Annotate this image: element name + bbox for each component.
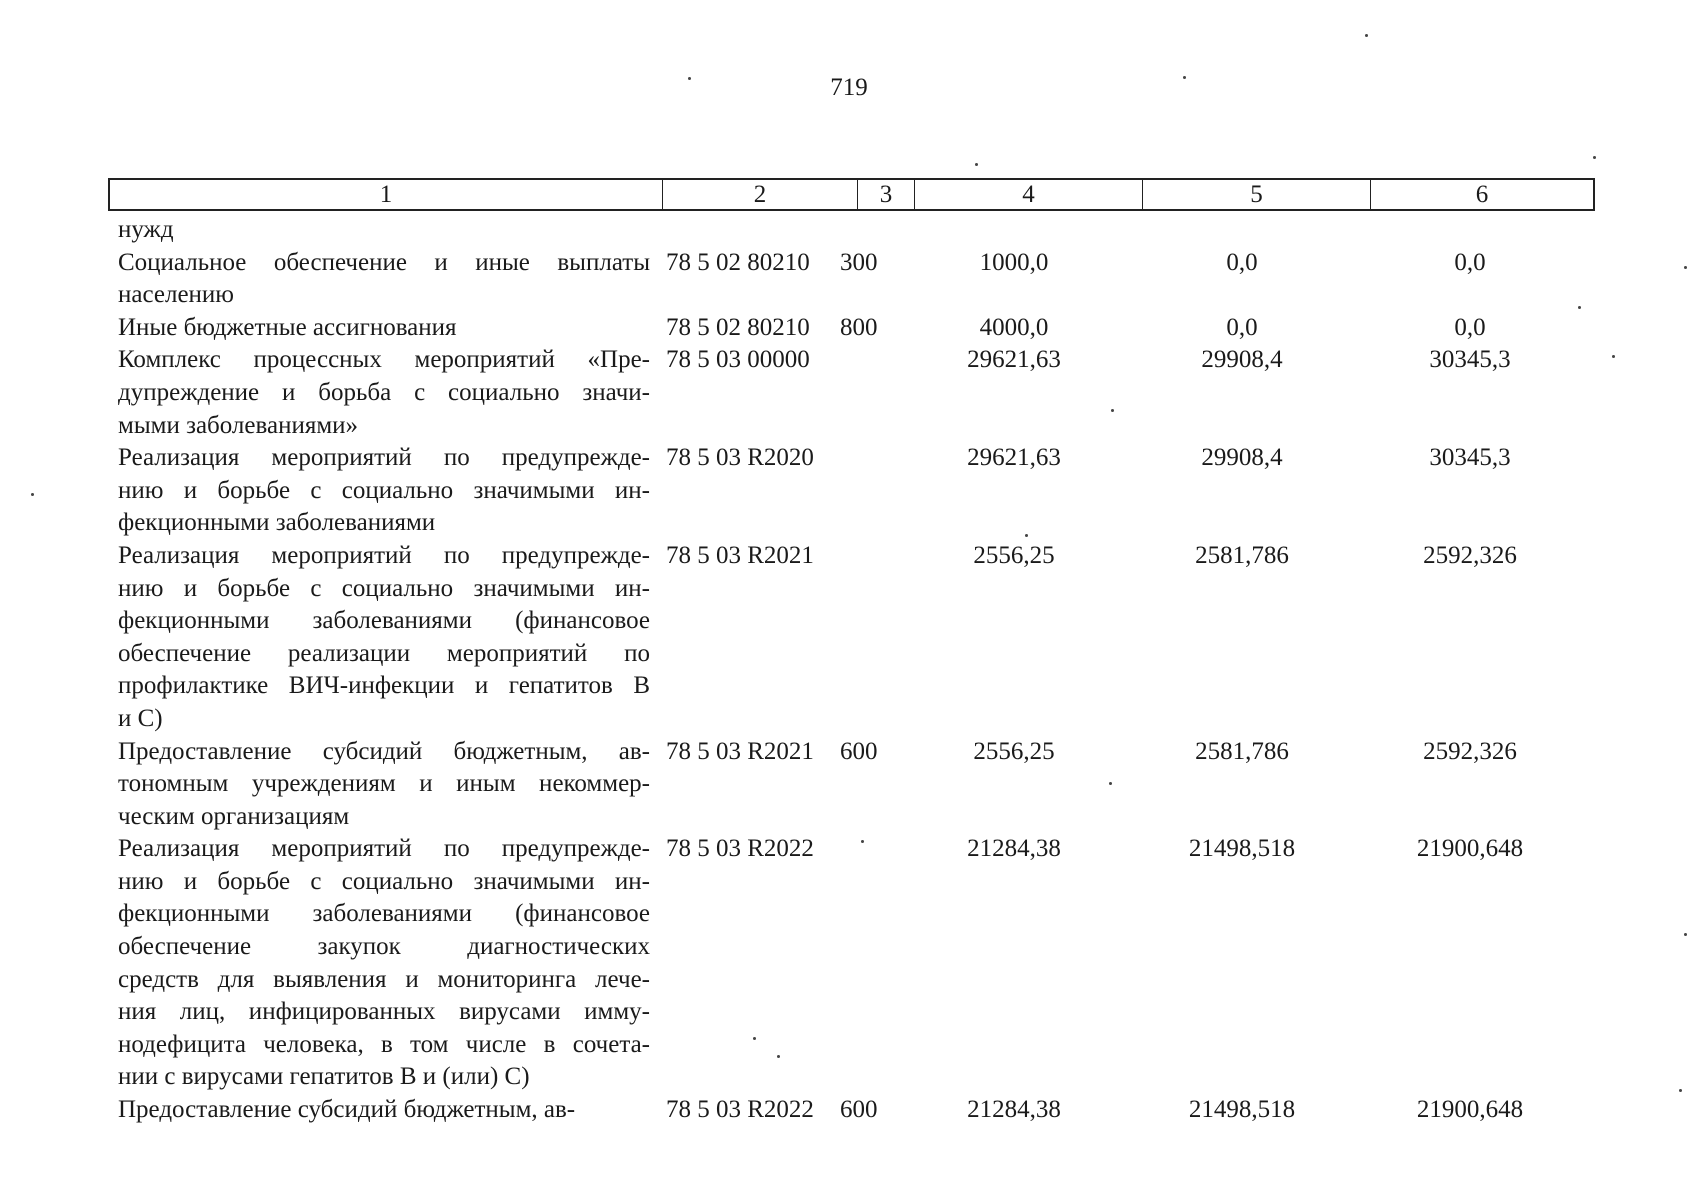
row-type-cell: 300 bbox=[840, 248, 878, 276]
row-code-cell: 78 5 03 00000 bbox=[666, 346, 810, 374]
scan-speck bbox=[1183, 76, 1186, 79]
row-name-line: фекционными заболеваниями bbox=[118, 509, 436, 537]
column-header-5: 5 bbox=[1143, 180, 1371, 209]
table-row bbox=[118, 540, 1595, 736]
column-header-2: 2 bbox=[663, 180, 858, 209]
row-name-line: Комплекс процессных мероприятий «Пре- bbox=[118, 346, 650, 374]
row-value-6-cell: 2592,326 bbox=[1423, 737, 1517, 765]
row-name-line: Иные бюджетные ассигнования bbox=[118, 313, 457, 341]
row-name-cell bbox=[118, 312, 650, 345]
row-type-cell: 800 bbox=[840, 313, 878, 341]
row-code-cell: 78 5 02 80210 bbox=[666, 313, 810, 341]
row-value-6-cell: 30345,3 bbox=[1429, 444, 1511, 472]
table-row bbox=[118, 312, 1595, 345]
row-name-cell bbox=[118, 1094, 650, 1127]
row-value-4-cell: 21284,38 bbox=[967, 1096, 1061, 1124]
row-name-line: фекционными заболеваниями (финансовое bbox=[118, 900, 650, 928]
row-name-cell bbox=[118, 833, 650, 1094]
row-value-6-cell: 2592,326 bbox=[1423, 541, 1517, 569]
row-value-4-cell: 29621,63 bbox=[967, 444, 1061, 472]
row-name-cell bbox=[118, 442, 650, 540]
scan-speck bbox=[1679, 1089, 1682, 1092]
table-row bbox=[118, 442, 1595, 540]
row-value-4-cell: 1000,0 bbox=[979, 248, 1049, 276]
row-value-5-cell: 2581,786 bbox=[1195, 541, 1289, 569]
scan-speck bbox=[861, 840, 864, 843]
table-row bbox=[118, 1094, 1595, 1127]
row-value-6-cell: 21900,648 bbox=[1416, 1096, 1524, 1124]
column-header-1: 1 bbox=[110, 180, 663, 209]
row-type-cell: 600 bbox=[840, 737, 878, 765]
row-code-cell: 78 5 03 R2020 bbox=[666, 444, 814, 472]
row-code-cell: 78 5 03 R2022 bbox=[666, 835, 814, 863]
table-row bbox=[118, 344, 1595, 442]
column-header-4: 4 bbox=[915, 180, 1143, 209]
row-value-5-cell: 29908,4 bbox=[1201, 444, 1283, 472]
row-value-4-cell: 29621,63 bbox=[967, 346, 1061, 374]
row-code-cell: 78 5 03 R2022 bbox=[666, 1096, 814, 1124]
row-code-cell: 78 5 03 R2021 bbox=[666, 541, 814, 569]
row-value-4-cell: 2556,25 bbox=[973, 541, 1055, 569]
row-value-6-cell: 0,0 bbox=[1454, 313, 1486, 341]
row-name-line: Социальное обеспечение и иные выплаты bbox=[118, 248, 650, 276]
column-header-6: 6 bbox=[1475, 181, 1489, 208]
row-value-5-cell: 2581,786 bbox=[1195, 737, 1289, 765]
row-name-line: нодефицита человека, в том числе в сочета- bbox=[118, 1030, 650, 1058]
row-name-line: мыми заболеваниями» bbox=[118, 411, 359, 439]
row-value-6-cell: 30345,3 bbox=[1429, 346, 1511, 374]
row-name-line: профилактике ВИЧ-инфекции и гепатитов В bbox=[118, 672, 650, 700]
scan-speck bbox=[1025, 534, 1028, 537]
scan-speck bbox=[1593, 156, 1596, 159]
row-value-4-cell: 4000,0 bbox=[979, 313, 1049, 341]
row-name-line: обеспечение закупок диагностических bbox=[118, 933, 650, 961]
scan-speck bbox=[1612, 355, 1615, 358]
scan-speck bbox=[1365, 34, 1368, 37]
row-name-line: ческим организациям bbox=[118, 802, 350, 830]
table-row bbox=[118, 247, 1595, 312]
row-name-cell bbox=[118, 540, 650, 736]
budget-table-body bbox=[118, 214, 1595, 1127]
row-name-cell bbox=[118, 736, 650, 834]
column-header-row bbox=[108, 178, 1595, 211]
row-name-line: тономным учреждениям и иным некоммер- bbox=[118, 770, 650, 798]
table-row bbox=[118, 214, 1595, 247]
column-header-3: 3 bbox=[858, 180, 915, 209]
row-name-line: ния лиц, инфицированных вирусами имму- bbox=[118, 998, 650, 1026]
row-value-5-cell: 0,0 bbox=[1226, 313, 1258, 341]
row-value-4-cell: 2556,25 bbox=[973, 737, 1055, 765]
row-value-5-cell: 21498,518 bbox=[1188, 1096, 1296, 1124]
row-code-cell: 78 5 03 R2021 bbox=[666, 737, 814, 765]
row-name-line: средств для выявления и мониторинга лече- bbox=[118, 965, 650, 993]
row-name-line: Предоставление субсидий бюджетным, ав- bbox=[118, 1096, 576, 1124]
row-name-line: нию и борьбе с социально значимыми ин- bbox=[118, 574, 650, 602]
row-name-line: Предоставление субсидий бюджетным, ав- bbox=[118, 737, 650, 765]
page-number: 719 bbox=[830, 74, 868, 101]
row-type-cell: 600 bbox=[840, 1096, 878, 1124]
row-name-line: нию и борьбе с социально значимыми ин- bbox=[118, 476, 650, 504]
row-name-cell bbox=[118, 247, 650, 312]
row-value-5-cell: 0,0 bbox=[1226, 248, 1258, 276]
row-code-cell: 78 5 02 80210 bbox=[666, 248, 810, 276]
row-value-6-cell: 0,0 bbox=[1454, 248, 1486, 276]
table-row bbox=[118, 736, 1595, 834]
row-value-5-cell: 21498,518 bbox=[1188, 835, 1296, 863]
scan-speck bbox=[1684, 266, 1687, 269]
scan-speck bbox=[975, 163, 978, 166]
row-name-line: Реализация мероприятий по предупрежде- bbox=[118, 444, 650, 472]
row-name-line: обеспечение реализации мероприятий по bbox=[118, 639, 650, 667]
scan-speck bbox=[1684, 933, 1687, 936]
row-value-5-cell: 29908,4 bbox=[1201, 346, 1283, 374]
scan-speck bbox=[777, 1055, 780, 1058]
row-name-line: и С) bbox=[118, 704, 163, 732]
table-row bbox=[118, 833, 1595, 1094]
row-name-cell bbox=[118, 344, 650, 442]
row-name-line: нии с вирусами гепатитов В и (или) С) bbox=[118, 1063, 530, 1091]
scan-speck bbox=[1111, 409, 1114, 412]
row-name-line: населению bbox=[118, 281, 234, 309]
row-name-line: Реализация мероприятий по предупрежде- bbox=[118, 835, 650, 863]
scan-speck bbox=[1109, 782, 1112, 785]
scan-speck bbox=[1578, 306, 1581, 309]
row-name-line: нужд bbox=[118, 216, 174, 243]
row-value-6-cell: 21900,648 bbox=[1416, 835, 1524, 863]
scan-speck bbox=[688, 77, 691, 80]
row-value-4-cell: 21284,38 bbox=[967, 835, 1061, 863]
row-name-line: дупреждение и борьба с социально значи- bbox=[118, 378, 650, 406]
scan-speck bbox=[31, 493, 34, 496]
row-name-line: Реализация мероприятий по предупрежде- bbox=[118, 541, 650, 569]
row-name-line: фекционными заболеваниями (финансовое bbox=[118, 607, 650, 635]
row-name-cell bbox=[118, 214, 650, 247]
scan-speck bbox=[753, 1037, 756, 1040]
row-name-line: нию и борьбе с социально значимыми ин- bbox=[118, 867, 650, 895]
